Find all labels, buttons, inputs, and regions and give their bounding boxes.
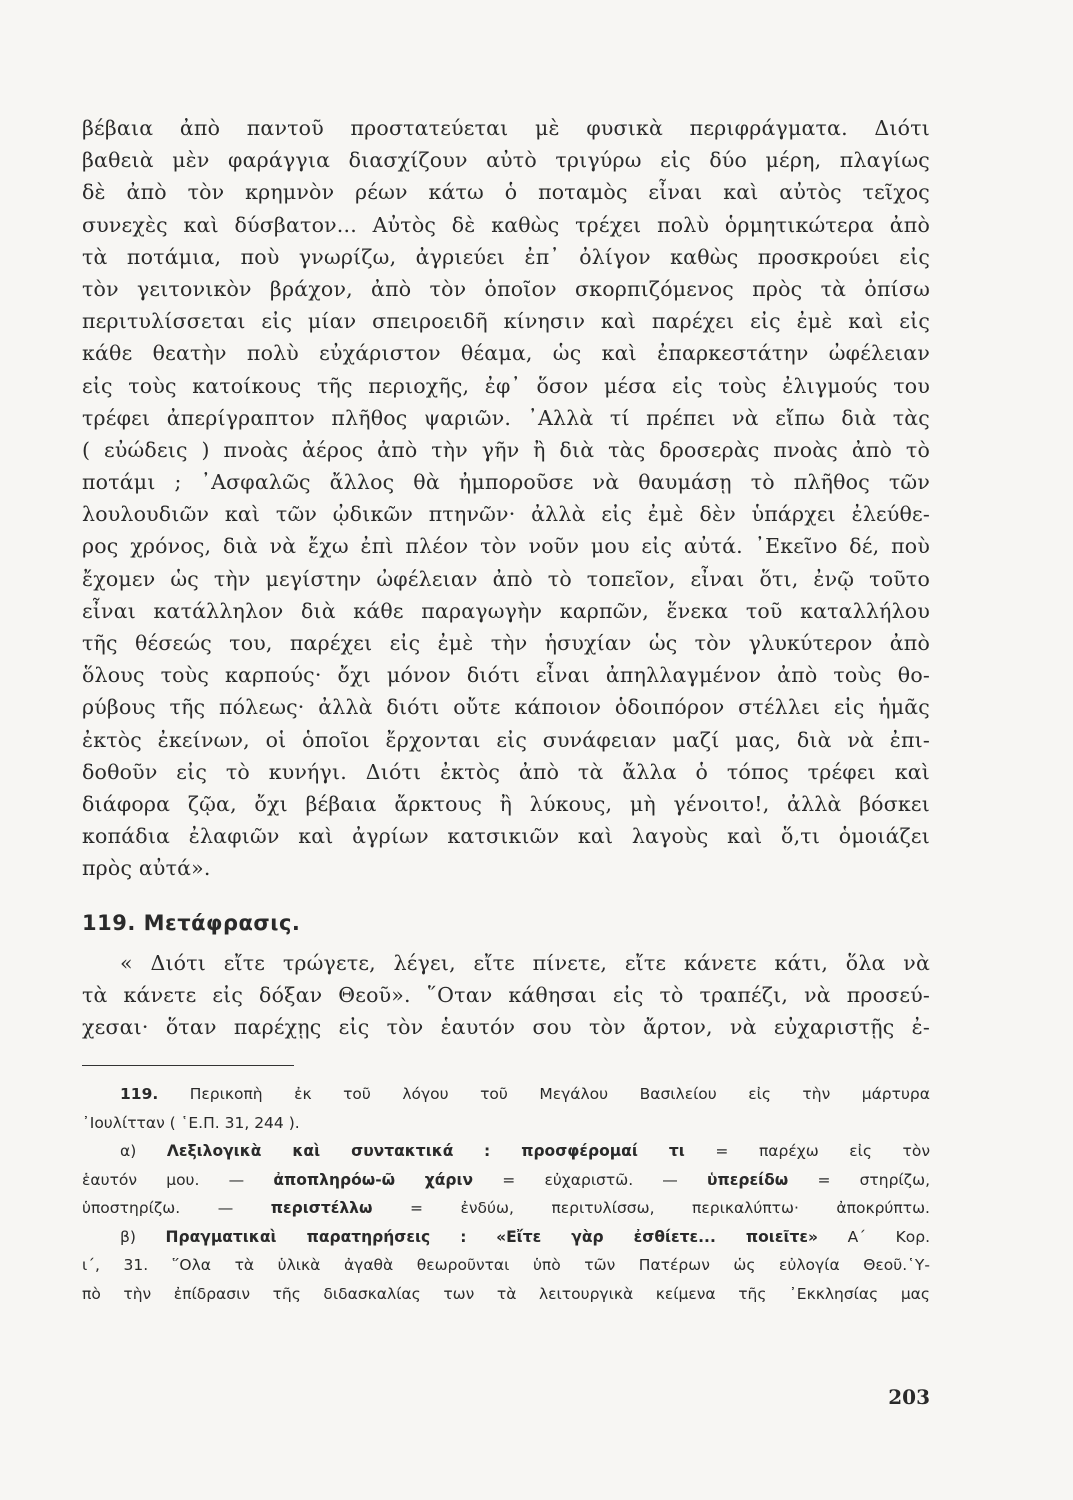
main-text xyxy=(82,112,930,885)
text-line: περιτυλίσσεται εἰς μίαν σπειροειδῆ κίνησιν καὶ παρέχει εἰς ἐμὲ καὶ εἰς xyxy=(82,309,930,334)
note-text: ἑαυτόν μου. — xyxy=(82,1170,245,1189)
note-label: β) xyxy=(120,1227,136,1246)
text-line: διάφορα ζῷα, ὄχι βέβαια ἄρκτους ἢ λύκους, μὴ γένοιτο!, ἀλλὰ βόσκει xyxy=(82,791,930,816)
text-line: τὸν γειτονικὸν βράχον, ἀπὸ τὸν ὁποῖον σκορπιζόμενος πρὸς τὰ ὀπίσω xyxy=(82,276,930,301)
note-term: ὑπερείδω xyxy=(707,1170,789,1189)
text-line: ( εὐώδεις ) πνοὰς ἀέρος ἀπὸ τὴν γῆν ἢ διὰ τὰς δροσερὰς πνοὰς ἀπὸ τὸ xyxy=(82,437,930,462)
text-line: « Διότι εἴτε τρώγετε, λέγει, εἴτε πίνετε, εἴτε κάνετε κάτι, ὅλα νὰ xyxy=(120,950,930,975)
note-term: περιστέλλω xyxy=(270,1199,373,1218)
text-line: τὰ κάνετε εἰς δόξαν Θεοῦ». ῞Οταν κάθησαι εἰς τὸ τραπέζι, νὰ προσεύ- xyxy=(82,982,930,1007)
text-line: κοπάδια ἐλαφιῶν καὶ ἀγρίων κατσικιῶν καὶ λαγοὺς καὶ ὅ,τι ὁμοιάζει xyxy=(82,824,930,849)
book-page xyxy=(82,112,930,1308)
text-line: βέβαια ἀπὸ παντοῦ προστατεύεται μὲ φυσικὰ περιφράγματα. Διότι xyxy=(82,116,930,140)
note-label: α) xyxy=(120,1142,137,1161)
text-line: ρος χρόνος, διὰ νὰ ἔχω ἐπὶ πλέον τὸν νοῦν μου εἰς αὐτά. ᾿Εκεῖνο δέ, ποὺ xyxy=(82,534,930,559)
footnote-divider xyxy=(82,1065,294,1066)
text-line: εἶναι κατάλληλον διὰ κάθε παραγωγὴν καρπῶν, ἕνεκα τοῦ καταλλήλου xyxy=(82,598,930,623)
note-title: Πραγματικαὶ παρατηρήσεις : xyxy=(165,1227,467,1246)
page-number: 203 xyxy=(888,1385,930,1409)
text-line: τρέφει ἀπερίγραπτον πλῆθος ψαριῶν. ᾿Αλλὰ τί πρέπει νὰ εἴπω διὰ τὰς xyxy=(82,405,930,430)
note-line: ι΄, 31. ῞Ολα τὰ ὑλικὰ ἀγαθὰ θεωροῦνται ὑπὸ τῶν Πατέρων ὡς εὐλογία Θεοῦ.῾Υ- xyxy=(82,1256,930,1275)
note-text: Περικοπὴ ἐκ τοῦ λόγου τοῦ Μεγάλου Βασιλείου εἰς τὴν μάρτυρα xyxy=(189,1085,930,1104)
note-line xyxy=(82,1137,930,1166)
text-line: πρὸς αὐτά». xyxy=(82,856,211,881)
text-line: τὰ ποτάμια, ποὺ γνωρίζω, ἀγριεύει ἐπ᾽ ὀλίγον καθὼς προσκρούει εἰς xyxy=(82,244,930,269)
text-line: ποτάμι ; ᾿Ασφαλῶς ἄλλος θὰ ἠμποροῦσε νὰ θαυμάσῃ τὸ πλῆθος τῶν xyxy=(82,470,930,495)
text-line: δὲ ἀπὸ τὸν κρημνὸν ρέων κάτω ὁ ποταμὸς εἶναι καὶ αὐτὸς τεῖχος xyxy=(82,180,930,205)
note-line xyxy=(82,1109,930,1138)
text-line: κάθε θεατὴν πολὺ εὐχάριστον θέαμα, ὡς καὶ ἐπαρκεστάτην ὠφέλειαν xyxy=(82,341,930,366)
note-text: = παρέχω εἰς τὸν xyxy=(715,1142,930,1161)
text-line: βαθειὰ μὲν φαράγγια διασχίζουν αὐτὸ τριγύρω εἰς δύο μέρη, πλαγίως xyxy=(82,148,930,173)
note-line xyxy=(82,1080,930,1109)
section-heading: 119. Μετάφρασις. xyxy=(82,910,301,935)
note-title: Λεξιλογικὰ καὶ συντακτικά xyxy=(166,1142,454,1161)
text-line: τῆς θέσεώς του, παρέχει εἰς ἐμὲ τὴν ἡσυχίαν ὡς τὸν γλυκύτερον ἀπὸ xyxy=(82,631,930,655)
text-line: λουλουδιῶν καὶ τῶν ᾠδικῶν πτηνῶν· ἀλλὰ εἰς ἐμὲ δὲν ὑπάρχει ἐλεύθε- xyxy=(82,502,930,527)
text-line: εἰς τοὺς κατοίκους τῆς περιοχῆς, ἐφ᾽ ὅσον μέσα εἰς τοὺς ἐλιγμούς του xyxy=(82,373,930,398)
section-text xyxy=(82,947,930,1044)
text-line: ὅλους τοὺς καρπούς· ὄχι μόνον διότι εἶναι ἀπηλλαγμένον ἀπὸ τοὺς θο- xyxy=(82,663,930,688)
note-reference: Α΄ Κορ. xyxy=(847,1227,930,1246)
text-line: ἔχομεν ὡς τὴν μεγίστην ὠφέλειαν ἀπὸ τὸ τοπεῖον, εἶναι ὅτι, ἐνῷ τοῦτο xyxy=(82,566,930,591)
note-quote: «Εἴτε γὰρ ἐσθίετε... ποιεῖτε» xyxy=(496,1227,819,1246)
note-text: = στηρίζω, xyxy=(817,1170,931,1189)
text-line: χεσαι· ὅταν παρέχῃς εἰς τὸν ἑαυτόν σου τὸν ἄρτον, νὰ εὐχαριστῇς ἐ- xyxy=(82,1014,930,1039)
note-line: πὸ τὴν ἐπίδρασιν τῆς διδασκαλίας των τὰ λειτουργικὰ κείμενα τῆς ᾿Εκκλησίας μας xyxy=(82,1284,930,1303)
text-line: δοθοῦν εἰς τὸ κυνήγι. Διότι ἐκτὸς ἀπὸ τὰ ἄλλα ὁ τόπος τρέφει καὶ xyxy=(82,759,930,784)
note-text: = εὐχαριστῶ. — xyxy=(502,1170,678,1189)
text-line: ρύβους τῆς πόλεως· ἀλλὰ διότι οὔτε κάποιον ὁδοιπόρον στέλλει εἰς ἡμᾶς xyxy=(82,695,930,720)
text-line: συνεχὲς καὶ δύσβατον... Αὐτὸς δὲ καθὼς τρέχει πολὺ ὁρμητικώτερα ἀπὸ xyxy=(82,212,930,237)
note-text: = ἐνδύω, περιτυλίσσω, περικαλύπτω· ἀποκρύπτω. xyxy=(410,1199,930,1218)
note-text: ὑποστηρίζω. — xyxy=(82,1199,234,1218)
note-term: ἀποπληρόω-ῶ χάριν xyxy=(273,1170,474,1189)
text-line: ἐκτὸς ἐκείνων, οἱ ὁποῖοι ἔρχονται εἰς συνάφειαν μαζί μας, διὰ νὰ ἐπι- xyxy=(82,727,930,752)
note-line xyxy=(82,1223,930,1252)
footnotes xyxy=(82,1080,930,1308)
note-text: ᾿Ιουλίτταν ( ῾Ε.Π. 31, 244 ). xyxy=(82,1113,300,1132)
note-number: 119. xyxy=(120,1085,159,1104)
note-line xyxy=(82,1166,930,1195)
note-line xyxy=(82,1194,930,1223)
note-term: : προσφέρομαί τι xyxy=(483,1142,685,1161)
